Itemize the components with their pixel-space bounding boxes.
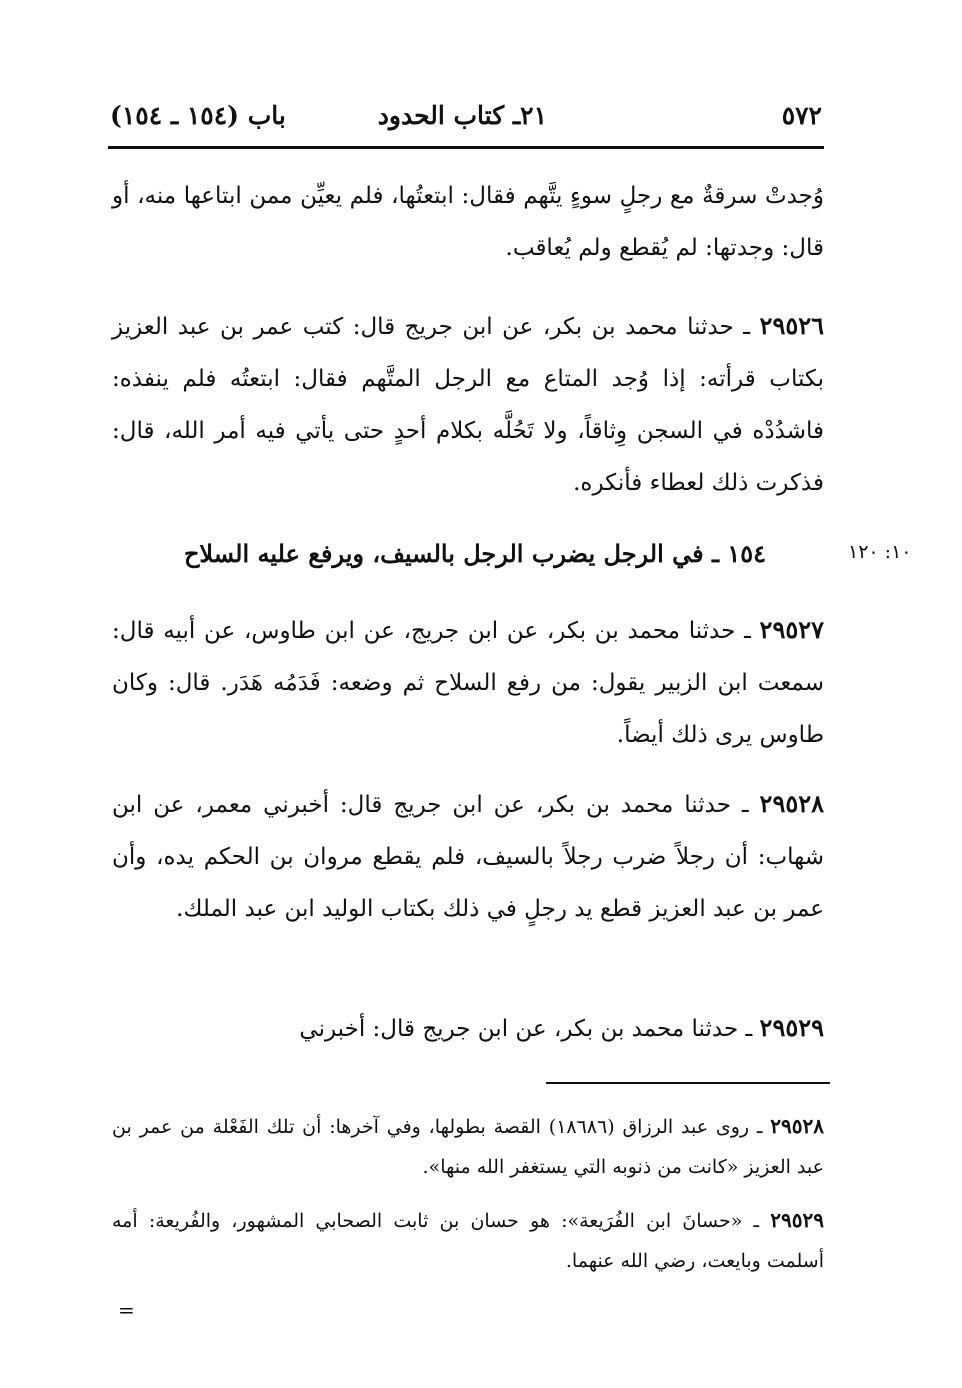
hadith-number: ٢٩٥٢٦ xyxy=(759,311,824,340)
hadith-number: ٢٩٥٢٧ xyxy=(759,615,824,644)
footnote-divider xyxy=(546,1082,830,1084)
page-number: ٥٧٢ xyxy=(781,101,822,130)
hadith-paragraph xyxy=(112,1002,824,1055)
footnote xyxy=(112,1106,824,1187)
hadith-paragraph xyxy=(112,604,824,761)
hadith-text: ـ حدثنا محمد بن بكر، عن ابن جريج، عن ابن طاوس، عن أبيه قال: سمعت ابن الزبير يقول: من رفع السلاح ثم وضعه: فَدَمُه هَدَر. قال: وكان طاوس يرى ذلك أيضاً. xyxy=(112,618,824,748)
margin-reference: ١٠: ١٢٠ xyxy=(848,541,912,563)
footnote-text: ـ روى عبد الرزاق (١٨٦٨٦) القصة بطولها، وفي آخرها: أن تلك الفَعْلة من عمر بن عبد العزيز «كانت من ذنوبه التي يستغفر الله منها». xyxy=(112,1116,824,1178)
footnote xyxy=(112,1200,824,1281)
paragraph-text: وُجدتْ سرقةٌ مع رجلٍ سوءٍ يتَّهم فقال: ابتعتُها، فلم يعيِّن ممن ابتاعها منه، أو قال: وجدتها: لم يُقطع ولم يُعاقب. xyxy=(112,183,824,261)
running-header xyxy=(110,95,822,139)
footnote-number: ٢٩٥٢٩ xyxy=(770,1208,824,1232)
section-heading: ١٥٤ ـ في الرجل يضرب الرجل بالسيف، ويرفع عليه السلاح xyxy=(183,539,766,568)
hadith-text: ـ حدثنا محمد بن بكر، عن ابن جريج قال: أخبرني xyxy=(299,1016,760,1042)
continuation-mark: = xyxy=(118,1298,135,1322)
footnote-text: ـ «حسانَ ابن الفُرَيعة»: هو حسان بن ثابت الصحابي المشهور، والفُريعة: أمه أسلمت وبايعت، رضي الله عنهما. xyxy=(112,1210,824,1272)
hadith-text: ـ حدثنا محمد بن بكر، عن ابن جريج قال: كتب عمر بن عبد العزيز بكتاب قرأته: إذا وُجد المتاع مع الرجل المتَّهم فقال: ابتعتُه فلم ينفذه: فاشدُدْه في السجن وِثاقاً، ولا تَحُلَّه بكلام أحدٍ حتى يأتي فيه أمر الله، قال: فذكرت ذلك لعطاء فأنكره. xyxy=(112,314,824,496)
header-divider xyxy=(108,146,824,149)
hadith-text: ـ حدثنا محمد بن بكر، عن ابن جريج قال: أخبرني معمر، عن ابن شهاب: أن رجلاً ضرب رجلاً بالسيف، فلم يقطع مروان بن الحكم يده، وأن عمر بن عبد العزيز قطع يد رجلٍ في ذلك بكتاب الوليد ابن عبد الملك. xyxy=(112,792,824,922)
footnote-number: ٢٩٥٢٨ xyxy=(770,1114,824,1138)
hadith-number: ٢٩٥٢٨ xyxy=(759,789,824,818)
hadith-number: ٢٩٥٢٩ xyxy=(759,1013,824,1042)
paragraph-continuation xyxy=(112,170,824,274)
book-title: ٢١ـ كتاب الحدود xyxy=(377,101,547,130)
hadith-paragraph xyxy=(112,300,824,509)
chapter-range: باب (١٥٤ ـ ١٥٤) xyxy=(110,101,286,130)
hadith-paragraph xyxy=(112,778,824,935)
